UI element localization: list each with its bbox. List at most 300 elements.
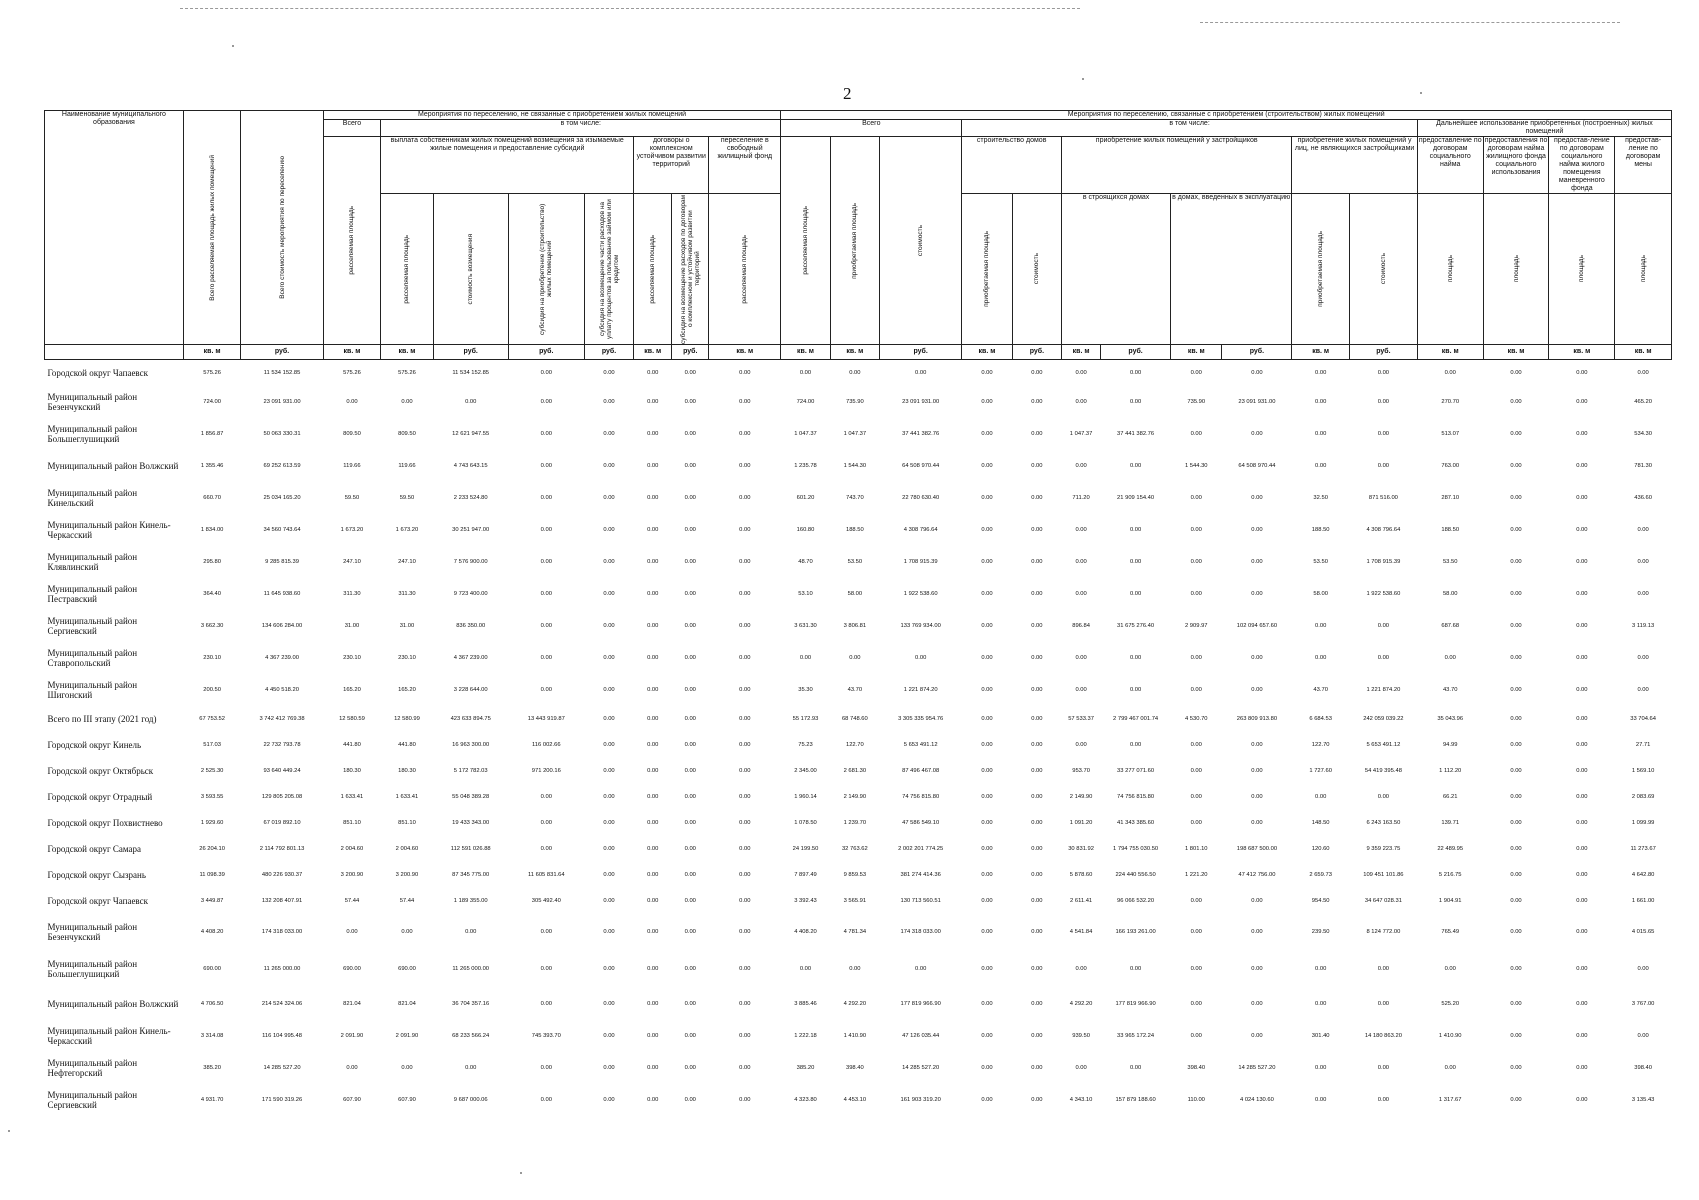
cell: 5 653 491.12: [903, 741, 938, 748]
header-group-not-acquisition: Мероприятия по переселению, не связанные с приобретением жилых помещений: [323, 111, 781, 120]
cell: 0.00: [1031, 590, 1043, 597]
cell: 0.00: [603, 715, 615, 722]
cell: 11 098.39: [199, 871, 225, 878]
header-stoimost-lic-text: стоимость: [1379, 253, 1387, 285]
cell: 4 408.20: [794, 929, 817, 935]
cell: 74 756 815.80: [1117, 793, 1155, 800]
cell: 59.50: [399, 494, 415, 501]
cell: 36 704 357.16: [452, 1000, 490, 1007]
cell: 30 251 947.00: [452, 526, 490, 533]
cell: 0.00: [540, 966, 552, 972]
row-name: Муниципальный район Ставропольский: [47, 647, 138, 668]
cell: 0.00: [1315, 430, 1327, 437]
cell: 0.00: [1031, 398, 1043, 405]
cell: 0.00: [603, 929, 615, 935]
cell: 37 441 382.76: [1117, 430, 1155, 437]
cell: 32.50: [1313, 494, 1328, 501]
cell: 0.00: [684, 622, 696, 629]
cell: 27.71: [1635, 741, 1651, 748]
cell: 0.00: [684, 715, 696, 722]
cell: 0.00: [1251, 1032, 1263, 1039]
cell: 0.00: [1031, 526, 1043, 533]
cell: 0.00: [1576, 462, 1588, 469]
row-name: Муниципальный район Волжский: [47, 998, 179, 1009]
cell: 2 149.90: [843, 793, 867, 800]
cell: 763.00: [1441, 462, 1460, 469]
cell: 534.30: [1634, 430, 1652, 437]
cell: 0.00: [540, 462, 552, 469]
row-name: Муниципальный район Безенчукский: [47, 922, 138, 942]
cell: 0.00: [540, 526, 552, 533]
cell: 0.00: [1637, 526, 1649, 533]
cell: 0.00: [739, 1096, 751, 1103]
cell: 735.90: [845, 398, 864, 405]
cell: 55 172.93: [792, 715, 819, 722]
cell: 687.68: [1441, 622, 1460, 629]
cell: 11 265 000.00: [452, 966, 490, 972]
cell: 0.00: [647, 558, 659, 565]
cell: 0.00: [647, 462, 659, 469]
unit-cell: кв. м: [1483, 345, 1549, 360]
cell: 6 243 163.50: [1366, 819, 1401, 826]
cell: 0.00: [346, 929, 358, 935]
header-pred-meny: предостав-ление по договорам мены: [1615, 137, 1672, 194]
cell: 96 066 532.20: [1117, 897, 1155, 904]
cell: 0.00: [1251, 966, 1263, 972]
cell: 122.70: [1311, 741, 1330, 748]
cell: 0.00: [739, 845, 751, 852]
cell: 57.44: [399, 897, 415, 904]
cell: 0.00: [684, 430, 696, 437]
relocation-table: [44, 110, 1672, 1116]
cell: 55 048 389.28: [452, 793, 490, 800]
cell: 851.10: [343, 819, 361, 826]
cell: 0.00: [1031, 845, 1043, 852]
cell: 0.00: [603, 369, 615, 376]
cell: 2 611.41: [1070, 897, 1093, 904]
cell: 0.00: [739, 966, 751, 972]
cell: 9 687 000.06: [453, 1096, 488, 1103]
row-name: Муниципальный район Волжский: [47, 460, 179, 471]
table-row: [45, 386, 1672, 418]
cell: 1 856.87: [200, 430, 224, 437]
cell: 0.00: [1637, 558, 1649, 565]
cell: 939.50: [1072, 1032, 1090, 1039]
cell: 0.00: [603, 686, 615, 693]
cell: 724.00: [796, 398, 815, 405]
cell: 0.00: [1576, 1032, 1588, 1039]
cell: 6 684.53: [1309, 715, 1332, 722]
cell: 724.00: [203, 398, 221, 405]
cell: 2 004.60: [340, 845, 364, 852]
cell: 0.00: [684, 897, 696, 904]
cell: 119.66: [343, 462, 361, 469]
cell: 0.00: [1510, 526, 1522, 533]
cell: 67 019 892.10: [263, 819, 301, 826]
cell: 0.00: [603, 398, 615, 405]
header-stoimost-str-text: стоимость: [1033, 253, 1041, 285]
cell: 0.00: [603, 526, 615, 533]
cell: 161 903 319.20: [900, 1096, 941, 1103]
cell: 19 433 343.00: [452, 819, 490, 826]
cell: 3 631.30: [794, 622, 817, 629]
header-rasselyaemaya-2-text: расселяемая площадь: [403, 234, 411, 304]
cell: 301.40: [1311, 1032, 1330, 1039]
cell: 0.00: [684, 1096, 696, 1103]
cell: 0.00: [1129, 741, 1142, 748]
cell: 4 367 239.00: [453, 654, 488, 661]
cell: 1 633.41: [340, 793, 364, 800]
header-rasselyaemaya-4: [709, 194, 781, 345]
cell: 0.00: [684, 590, 696, 597]
cell: 22 489.95: [1437, 845, 1464, 852]
table-row: [45, 784, 1672, 810]
cell: 0.00: [1315, 1000, 1327, 1007]
cell: 0.00: [647, 654, 659, 661]
cell: 1 091.20: [1069, 819, 1093, 826]
cell: 4 931.70: [200, 1096, 224, 1103]
cell: 11 605 831.64: [527, 871, 565, 878]
cell: 230.10: [203, 654, 221, 661]
cell: 0.00: [684, 845, 696, 852]
unit-cell: кв. м: [962, 345, 1012, 360]
cell: 11 534 152.85: [452, 369, 490, 376]
cell: 0.00: [684, 494, 696, 501]
cell: 0.00: [1510, 845, 1522, 852]
cell: 0.00: [981, 871, 993, 878]
cell: 0.00: [1251, 767, 1263, 774]
cell: 0.00: [1031, 430, 1043, 437]
cell: 0.00: [981, 767, 993, 774]
cell: 0.00: [1637, 966, 1649, 972]
row-name: Городской округ Сызрань: [47, 869, 146, 880]
cell: 0.00: [981, 897, 993, 904]
cell: 1 922 538.60: [1366, 590, 1401, 597]
cell: 200.50: [203, 686, 221, 693]
cell: 0.00: [684, 654, 696, 661]
cell: 0.00: [1190, 897, 1202, 904]
cell: 50 063 330.31: [263, 430, 301, 437]
header-rasselyaemaya-2: [381, 194, 433, 345]
cell: 1 112.20: [1439, 767, 1462, 774]
cell: 4 024 130.60: [1239, 1096, 1274, 1103]
cell: 0.00: [1510, 590, 1522, 597]
cell: 11 273.67: [1630, 845, 1656, 852]
cell: 0.00: [1075, 686, 1087, 693]
cell: 33 277 071.60: [1117, 767, 1155, 774]
cell: 0.00: [684, 1064, 696, 1071]
cell: 0.00: [849, 369, 861, 376]
header-dogovory: договоры о комплексном устойчивом развитии территорий: [634, 137, 709, 194]
row-name: Муниципальный район Большеглушицкий: [47, 423, 138, 444]
cell: 0.00: [603, 558, 615, 565]
cell: 1 544.30: [1184, 462, 1208, 469]
cell: 0.00: [1637, 590, 1649, 597]
cell: 0.00: [739, 654, 751, 661]
cell: 3 314.08: [200, 1032, 224, 1039]
cell: 12 580.99: [394, 715, 420, 722]
header-priobretaemaya-lic-text: приобретаемая площадь: [1317, 231, 1325, 307]
cell: 0.00: [1031, 897, 1043, 904]
cell: 0.00: [684, 1000, 696, 1007]
cell: 3 885.46: [794, 1000, 817, 1007]
cell: 2 149.90: [1069, 793, 1093, 800]
cell: 575.26: [343, 369, 361, 376]
cell: 0.00: [1576, 966, 1588, 972]
cell: 0.00: [346, 1064, 358, 1071]
cell: 0.00: [1510, 871, 1522, 878]
cell: 0.00: [603, 622, 615, 629]
cell: 4 453.10: [843, 1096, 867, 1103]
table-row: [45, 836, 1672, 862]
cell: 139.71: [1441, 819, 1460, 826]
cell: 0.00: [1031, 793, 1043, 800]
cell: 0.00: [603, 741, 615, 748]
cell: 1 410.90: [843, 1032, 867, 1039]
cell: 0.00: [739, 871, 751, 878]
cell: 1 047.37: [794, 430, 817, 437]
cell: 1 708 915.39: [903, 558, 938, 565]
header-total-cost: [241, 111, 323, 345]
cell: 1 960.14: [794, 793, 817, 800]
cell: 35.30: [798, 686, 813, 693]
cell: 1 794 755 030.50: [1113, 845, 1159, 852]
cell: 160.80: [796, 526, 815, 533]
cell: 0.00: [684, 871, 696, 878]
cell: 4 450 518.20: [265, 686, 299, 693]
cell: 3 742 412 769.38: [259, 715, 305, 722]
cell: 9 723 400.00: [453, 590, 488, 597]
cell: 0.00: [684, 929, 696, 935]
cell: 130 713 560.51: [900, 897, 941, 904]
scan-speck: [1420, 92, 1422, 94]
cell: 0.00: [1031, 654, 1043, 661]
cell: 0.00: [647, 1032, 659, 1039]
header-v-domah: в домах, введенных в эксплуатацию: [1171, 194, 1292, 345]
cell: 0.00: [1444, 1064, 1456, 1071]
cell: 1 221.20: [1184, 871, 1208, 878]
cell: 0.00: [603, 1000, 615, 1007]
cell: 0.00: [981, 1096, 993, 1103]
cell: 513.07: [1441, 430, 1460, 437]
table-row: [45, 610, 1672, 642]
cell: 0.00: [1031, 1000, 1043, 1007]
header-stoimost-lic: [1349, 194, 1417, 345]
cell: 188.50: [1311, 526, 1330, 533]
unit-cell: руб.: [880, 345, 962, 360]
cell: 0.00: [1190, 929, 1202, 935]
cell: 93 640 449.24: [263, 767, 301, 774]
scan-speck: [8, 1130, 10, 1132]
cell: 23 091 931.00: [902, 398, 940, 405]
header-v-stroyashchihsya: в строящихся домах: [1062, 194, 1171, 345]
cell: 2 681.30: [843, 767, 867, 774]
cell: 24 199.50: [792, 845, 819, 852]
cell: 0.00: [647, 741, 659, 748]
scan-artifact-line: [1200, 22, 1620, 23]
header-total-cost-text: Всего стоимость мероприятия по переселению: [278, 156, 286, 299]
cell: 0.00: [1510, 767, 1522, 774]
cell: 0.00: [540, 558, 552, 565]
cell: 0.00: [540, 369, 552, 376]
cell: 0.00: [647, 966, 659, 972]
header-further-use: Дальнейшее использование приобретенных (построенных) жилых помещений: [1417, 120, 1671, 137]
cell: 0.00: [1190, 767, 1202, 774]
cell: 11 534 152.85: [263, 369, 301, 376]
cell: 1 834.00: [200, 526, 224, 533]
cell: 0.00: [1576, 741, 1588, 748]
cell: 0.00: [981, 1064, 993, 1071]
cell: 0.00: [1075, 398, 1087, 405]
cell: 2 002 201 774.25: [898, 845, 944, 852]
unit-cell: кв. м: [323, 345, 381, 360]
cell: 2 091.90: [340, 1032, 364, 1039]
row-name: Муниципальный район Кинель-Черкасский: [47, 1025, 171, 1046]
cell: 47 586 549.10: [902, 819, 940, 826]
cell: 0.00: [647, 897, 659, 904]
cell: 305 492.40: [531, 897, 561, 904]
cell: 0.00: [739, 897, 751, 904]
header-v-tom-chisle-2: в том числе:: [962, 120, 1418, 137]
cell: 0.00: [540, 622, 552, 629]
cell: 0.00: [1510, 897, 1522, 904]
cell: 0.00: [981, 793, 993, 800]
cell: 0.00: [1251, 590, 1263, 597]
header-vsego-not-acq: Всего: [323, 120, 381, 137]
cell: 0.00: [1576, 1000, 1588, 1007]
cell: 1 078.50: [794, 819, 817, 826]
cell: 896.84: [1072, 622, 1090, 629]
cell: 188.50: [1441, 526, 1460, 533]
cell: 0.00: [1576, 767, 1588, 774]
cell: 11 645 938.60: [263, 590, 301, 597]
row-name: Городской округ Чапаевск: [47, 367, 148, 378]
cell: 1 801.10: [1184, 845, 1208, 852]
cell: 0.00: [1031, 369, 1043, 376]
cell: 364.40: [203, 590, 221, 597]
cell: 133 769 934.00: [900, 622, 941, 629]
cell: 3 565.91: [843, 897, 867, 904]
cell: 836 350.00: [456, 622, 486, 629]
cell: 14 285 527.20: [1238, 1064, 1276, 1071]
cell: 575.26: [398, 369, 416, 376]
units-blank: [45, 345, 184, 360]
row-name: Городской округ Самара: [47, 843, 142, 854]
cell: 4 781.34: [843, 929, 867, 935]
cell: 0.00: [1377, 1096, 1390, 1103]
cell: 0.00: [1251, 741, 1263, 748]
cell: 398.40: [1187, 1064, 1206, 1071]
cell: 67 753.52: [199, 715, 226, 722]
cell: 0.00: [1377, 793, 1390, 800]
cell: 0.00: [1510, 715, 1522, 722]
cell: 0.00: [981, 622, 993, 629]
cell: 0.00: [684, 767, 696, 774]
header-subs-dogovor-text: субсидия на возмещение расходов по договорам о комплексном и устойчивом развитии территорий: [679, 194, 701, 344]
cell: 58.00: [1442, 590, 1458, 597]
cell: 0.00: [603, 767, 615, 774]
cell: 74 756 815.80: [902, 793, 940, 800]
cell: 177 819 966.90: [1115, 1000, 1156, 1007]
cell: 3 392.43: [794, 897, 817, 904]
table-row: [45, 450, 1672, 482]
cell: 34 647 028.31: [1364, 897, 1402, 904]
cell: 0.00: [1190, 369, 1202, 376]
header-rasselyaemaya-4-text: расселяемая площадь: [741, 234, 749, 304]
unit-cell: кв. м: [1417, 345, 1483, 360]
cell: 0.00: [981, 654, 993, 661]
cell: 398.40: [845, 1064, 864, 1071]
cell: 188.50: [845, 526, 864, 533]
cell: 4 292.20: [1069, 1000, 1093, 1007]
cell: 1 235.78: [794, 462, 817, 469]
header-ploshchad-1: [1417, 194, 1483, 345]
cell: 16 963 300.00: [452, 741, 490, 748]
cell: 57.44: [344, 897, 360, 904]
cell: 7 897.49: [794, 871, 817, 878]
cell: 180.30: [343, 767, 361, 774]
header-pred-soc: предоставление по договорам социального найма: [1417, 137, 1483, 194]
cell: 0.00: [647, 767, 659, 774]
header-group-acquisition: Мероприятия по переселению, связанные с приобретением (строительством) жилых помещений: [781, 111, 1672, 120]
unit-cell: руб.: [241, 345, 323, 360]
header-ploshchad-1-text: площадь: [1446, 255, 1454, 283]
cell: 0.00: [540, 929, 552, 935]
cell: 0.00: [647, 494, 659, 501]
cell: 166 193 261.00: [1115, 929, 1156, 935]
cell: 0.00: [1377, 966, 1390, 972]
table-row: [45, 1084, 1672, 1116]
unit-cell: кв. м: [830, 345, 879, 360]
cell: 120.60: [1311, 845, 1330, 852]
cell: 0.00: [1251, 494, 1263, 501]
cell: 441.80: [398, 741, 416, 748]
cell: 0.00: [799, 654, 812, 661]
unit-cell: руб.: [1222, 345, 1292, 360]
header-priobr-lic: приобретение жилых помещений у лиц, не являющихся застройщиками: [1292, 137, 1417, 194]
cell: 247.10: [343, 558, 361, 565]
cell: 0.00: [647, 819, 659, 826]
cell: 4 642.80: [1631, 871, 1655, 878]
unit-cell: кв. м: [1062, 345, 1101, 360]
cell: 12 621 947.55: [452, 430, 490, 437]
cell: 31.00: [399, 622, 415, 629]
unit-cell: кв. м: [1292, 345, 1350, 360]
unit-cell: кв. м: [183, 345, 241, 360]
cell: 33 965 172.24: [1117, 1032, 1155, 1039]
cell: 0.00: [603, 871, 615, 878]
header-rasselyaemaya-acq: [781, 137, 830, 345]
cell: 171 590 319.26: [261, 1096, 303, 1103]
cell: 31.00: [344, 622, 360, 629]
cell: 5 172 782.03: [453, 767, 488, 774]
cell: 0.00: [1377, 622, 1390, 629]
header-priobretaemaya-str: [962, 194, 1012, 345]
cell: 0.00: [684, 398, 696, 405]
cell: 134 606 284.00: [261, 622, 303, 629]
cell: 58.00: [1313, 590, 1328, 597]
cell: 0.00: [1190, 1000, 1202, 1007]
cell: 0.00: [1576, 369, 1588, 376]
cell: 0.00: [603, 966, 615, 972]
cell: 0.00: [1075, 462, 1087, 469]
cell: 0.00: [603, 1064, 615, 1071]
row-name: Муниципальный район Безенчукский: [47, 391, 138, 412]
cell: 174 318 033.00: [261, 929, 303, 935]
cell: 1 569.10: [1631, 767, 1655, 774]
cell: 22 732 793.78: [263, 741, 301, 748]
cell: 0.00: [1315, 369, 1327, 376]
